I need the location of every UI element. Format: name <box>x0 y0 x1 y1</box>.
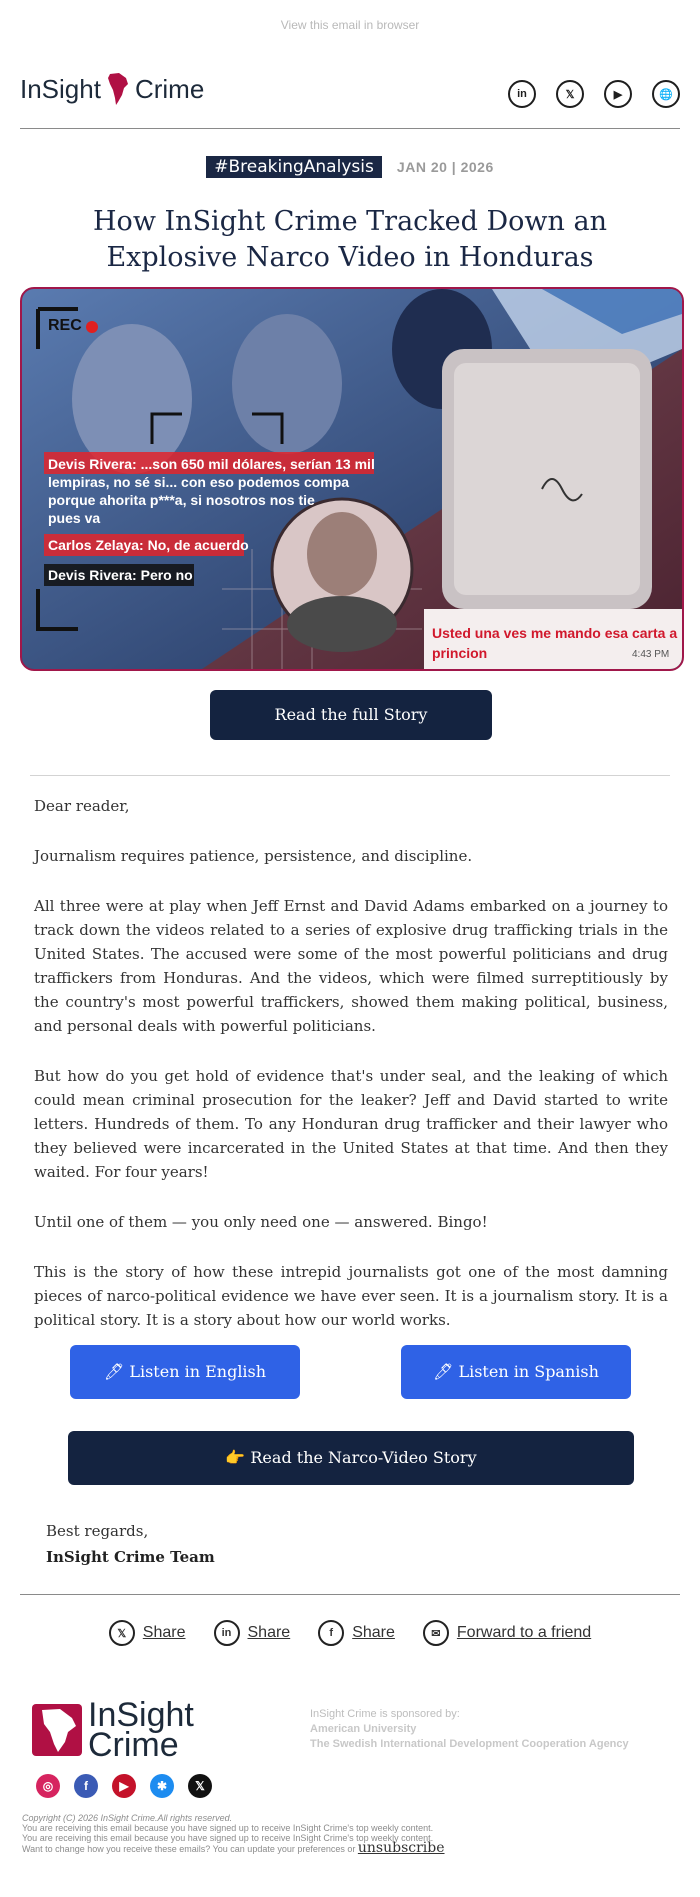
paragraph-1: Journalism requires patience, persistence, and discipline. <box>34 847 473 865</box>
subtitle-line: porque ahorita p***a, si nosotros nos tie <box>48 492 315 508</box>
preferences-line <box>22 1840 682 1856</box>
paragraph-3: But how do you get hold of evidence that's under seal, and the leaking of which could mean criminal prosecution for the leaker? Jeff and David started to write letters. Hundreds of them. To any Honduran drug trafficker and their lawyer who they believed were incarcerated in the United States at that time. And then they waited. For four years! <box>34 1067 668 1181</box>
footer-fine-print <box>22 1813 682 1854</box>
subtitle-line: lempiras, no sé si... con eso podemos compa <box>48 474 350 490</box>
share-x-button[interactable] <box>109 1620 186 1646</box>
header-social-links <box>508 80 680 108</box>
hero-subtitle-2: Carlos Zelaya: No, de acuerdo <box>48 537 249 553</box>
youtube-icon[interactable]: ▶ <box>112 1774 136 1798</box>
listen-spanish-button[interactable]: 🖊 Listen in Spanish <box>401 1345 631 1399</box>
signoff <box>46 1518 215 1570</box>
latin-america-map-icon <box>107 72 129 106</box>
paragraph-5: This is the story of how these intrepid journalists got one of the most damning pieces of narco-political evidence we have ever seen. It is a journalism story. It is a political story. It is a story about how our world works. <box>34 1263 668 1329</box>
face-silhouette-1 <box>72 324 192 474</box>
article-date: JAN 20 | 2026 <box>396 159 494 175</box>
share-linkedin-button[interactable] <box>214 1620 291 1646</box>
forward-friend-label: Forward to a friend <box>456 1624 592 1641</box>
hero-image[interactable] <box>20 287 684 671</box>
copyright: Copyright (C) 2026 InSight Crime.All rights reserved. <box>22 1813 233 1823</box>
article-tagline <box>0 156 700 178</box>
linkedin-icon: in <box>214 1620 240 1646</box>
preferences-text: Want to change how you receive these emails? You can update your preferences or <box>22 1844 358 1854</box>
logo-text-insight: InSight <box>20 73 101 104</box>
regards-text: Best regards, <box>46 1522 149 1540</box>
footer-logo-crime: Crime <box>88 1726 179 1764</box>
facebook-icon: f <box>318 1620 344 1646</box>
subscription-reason-1: You are receiving this email because you have signed up to receive InSight Crime's top weekly content. <box>22 1823 434 1833</box>
website-globe-icon[interactable]: 🌐 <box>652 80 680 108</box>
share-facebook-button[interactable] <box>318 1620 395 1646</box>
latin-america-map-icon <box>32 1704 82 1756</box>
hero-subtitle-3: Devis Rivera: Pero no <box>48 567 193 583</box>
footer-social-links <box>36 1774 212 1798</box>
share-x-label: Share <box>142 1624 186 1641</box>
article-title: How InSight Crime Tracked Down an Explosive Narco Video in Honduras <box>93 206 607 273</box>
x-twitter-icon[interactable]: 𝕏 <box>556 80 584 108</box>
greeting: Dear reader, <box>34 797 130 815</box>
paragraph-4: Until one of them — you only need one — answered. Bingo! <box>34 1213 488 1231</box>
forward-friend-button[interactable] <box>423 1620 591 1646</box>
linkedin-icon[interactable]: in <box>508 80 536 108</box>
facebook-icon[interactable]: f <box>74 1774 98 1798</box>
instagram-icon[interactable]: ◎ <box>36 1774 60 1798</box>
letter-body <box>34 794 668 1358</box>
share-row <box>0 1620 700 1646</box>
team-name: InSight Crime Team <box>46 1548 215 1566</box>
footer-logo-insight: InSight <box>88 1696 194 1734</box>
hero-subtitle-1 <box>48 455 408 527</box>
insight-crime-logo[interactable] <box>20 72 204 106</box>
hero-message-time: 4:43 PM <box>632 649 670 660</box>
sponsor-sida: The Swedish International Development Cooperation Agency <box>310 1738 629 1750</box>
subtitle-speaker: Devis Rivera: <box>48 456 137 472</box>
view-in-browser-link[interactable]: View this email in browser <box>280 18 420 32</box>
rec-label: REC <box>48 317 82 334</box>
subscription-reason-2: You are receiving this email because you have signed up to receive InSight Crime's top weekly content. <box>22 1833 434 1843</box>
paragraph-2: All three were at play when Jeff Ernst and David Adams embarked on a journey to track down the videos related to a series of explosive drug trafficking trials in the United States. The accused were some of the most powerful politicians and drug traffickers from Honduras. And the videos, which were filmed surreptitiously by the country's most powerful traffickers, showed them making political, business, and personal deals with powerful politicians. <box>34 897 668 1035</box>
subtitle-text: ...son 650 mil dólares, serían 13 mil <box>136 456 375 472</box>
listen-english-button[interactable]: 🖊 Listen in English <box>70 1345 300 1399</box>
youtube-icon[interactable]: ▶ <box>604 80 632 108</box>
content-divider <box>30 775 670 776</box>
x-twitter-icon: 𝕏 <box>109 1620 135 1646</box>
sponsor-intro: InSight Crime is sponsored by: <box>310 1708 460 1720</box>
subtitle-line: pues va <box>48 510 101 526</box>
share-linkedin-label: Share <box>247 1624 291 1641</box>
message-line-1: Usted una ves me mando esa carta a <box>432 625 678 641</box>
x-twitter-icon[interactable]: 𝕏 <box>188 1774 212 1798</box>
header-divider <box>20 128 680 129</box>
sponsor-block <box>310 1707 629 1752</box>
unsubscribe-link[interactable]: unsubscribe <box>357 1840 445 1856</box>
read-narco-video-button[interactable]: 👉 Read the Narco-Video Story <box>68 1431 634 1485</box>
message-line-2: princion <box>432 645 488 661</box>
sponsor-american-university: American University <box>310 1723 417 1735</box>
footer-logo[interactable] <box>32 1696 194 1764</box>
read-full-story-button[interactable]: Read the full Story <box>210 690 492 740</box>
bluesky-icon[interactable]: ✱ <box>150 1774 174 1798</box>
envelope-icon: ✉ <box>423 1620 449 1646</box>
face-silhouette-2 <box>232 314 342 454</box>
logo-text-crime: Crime <box>134 73 205 104</box>
footer-divider <box>20 1594 680 1595</box>
share-facebook-label: Share <box>352 1624 395 1641</box>
breaking-analysis-tag: #BreakingAnalysis <box>206 156 382 178</box>
